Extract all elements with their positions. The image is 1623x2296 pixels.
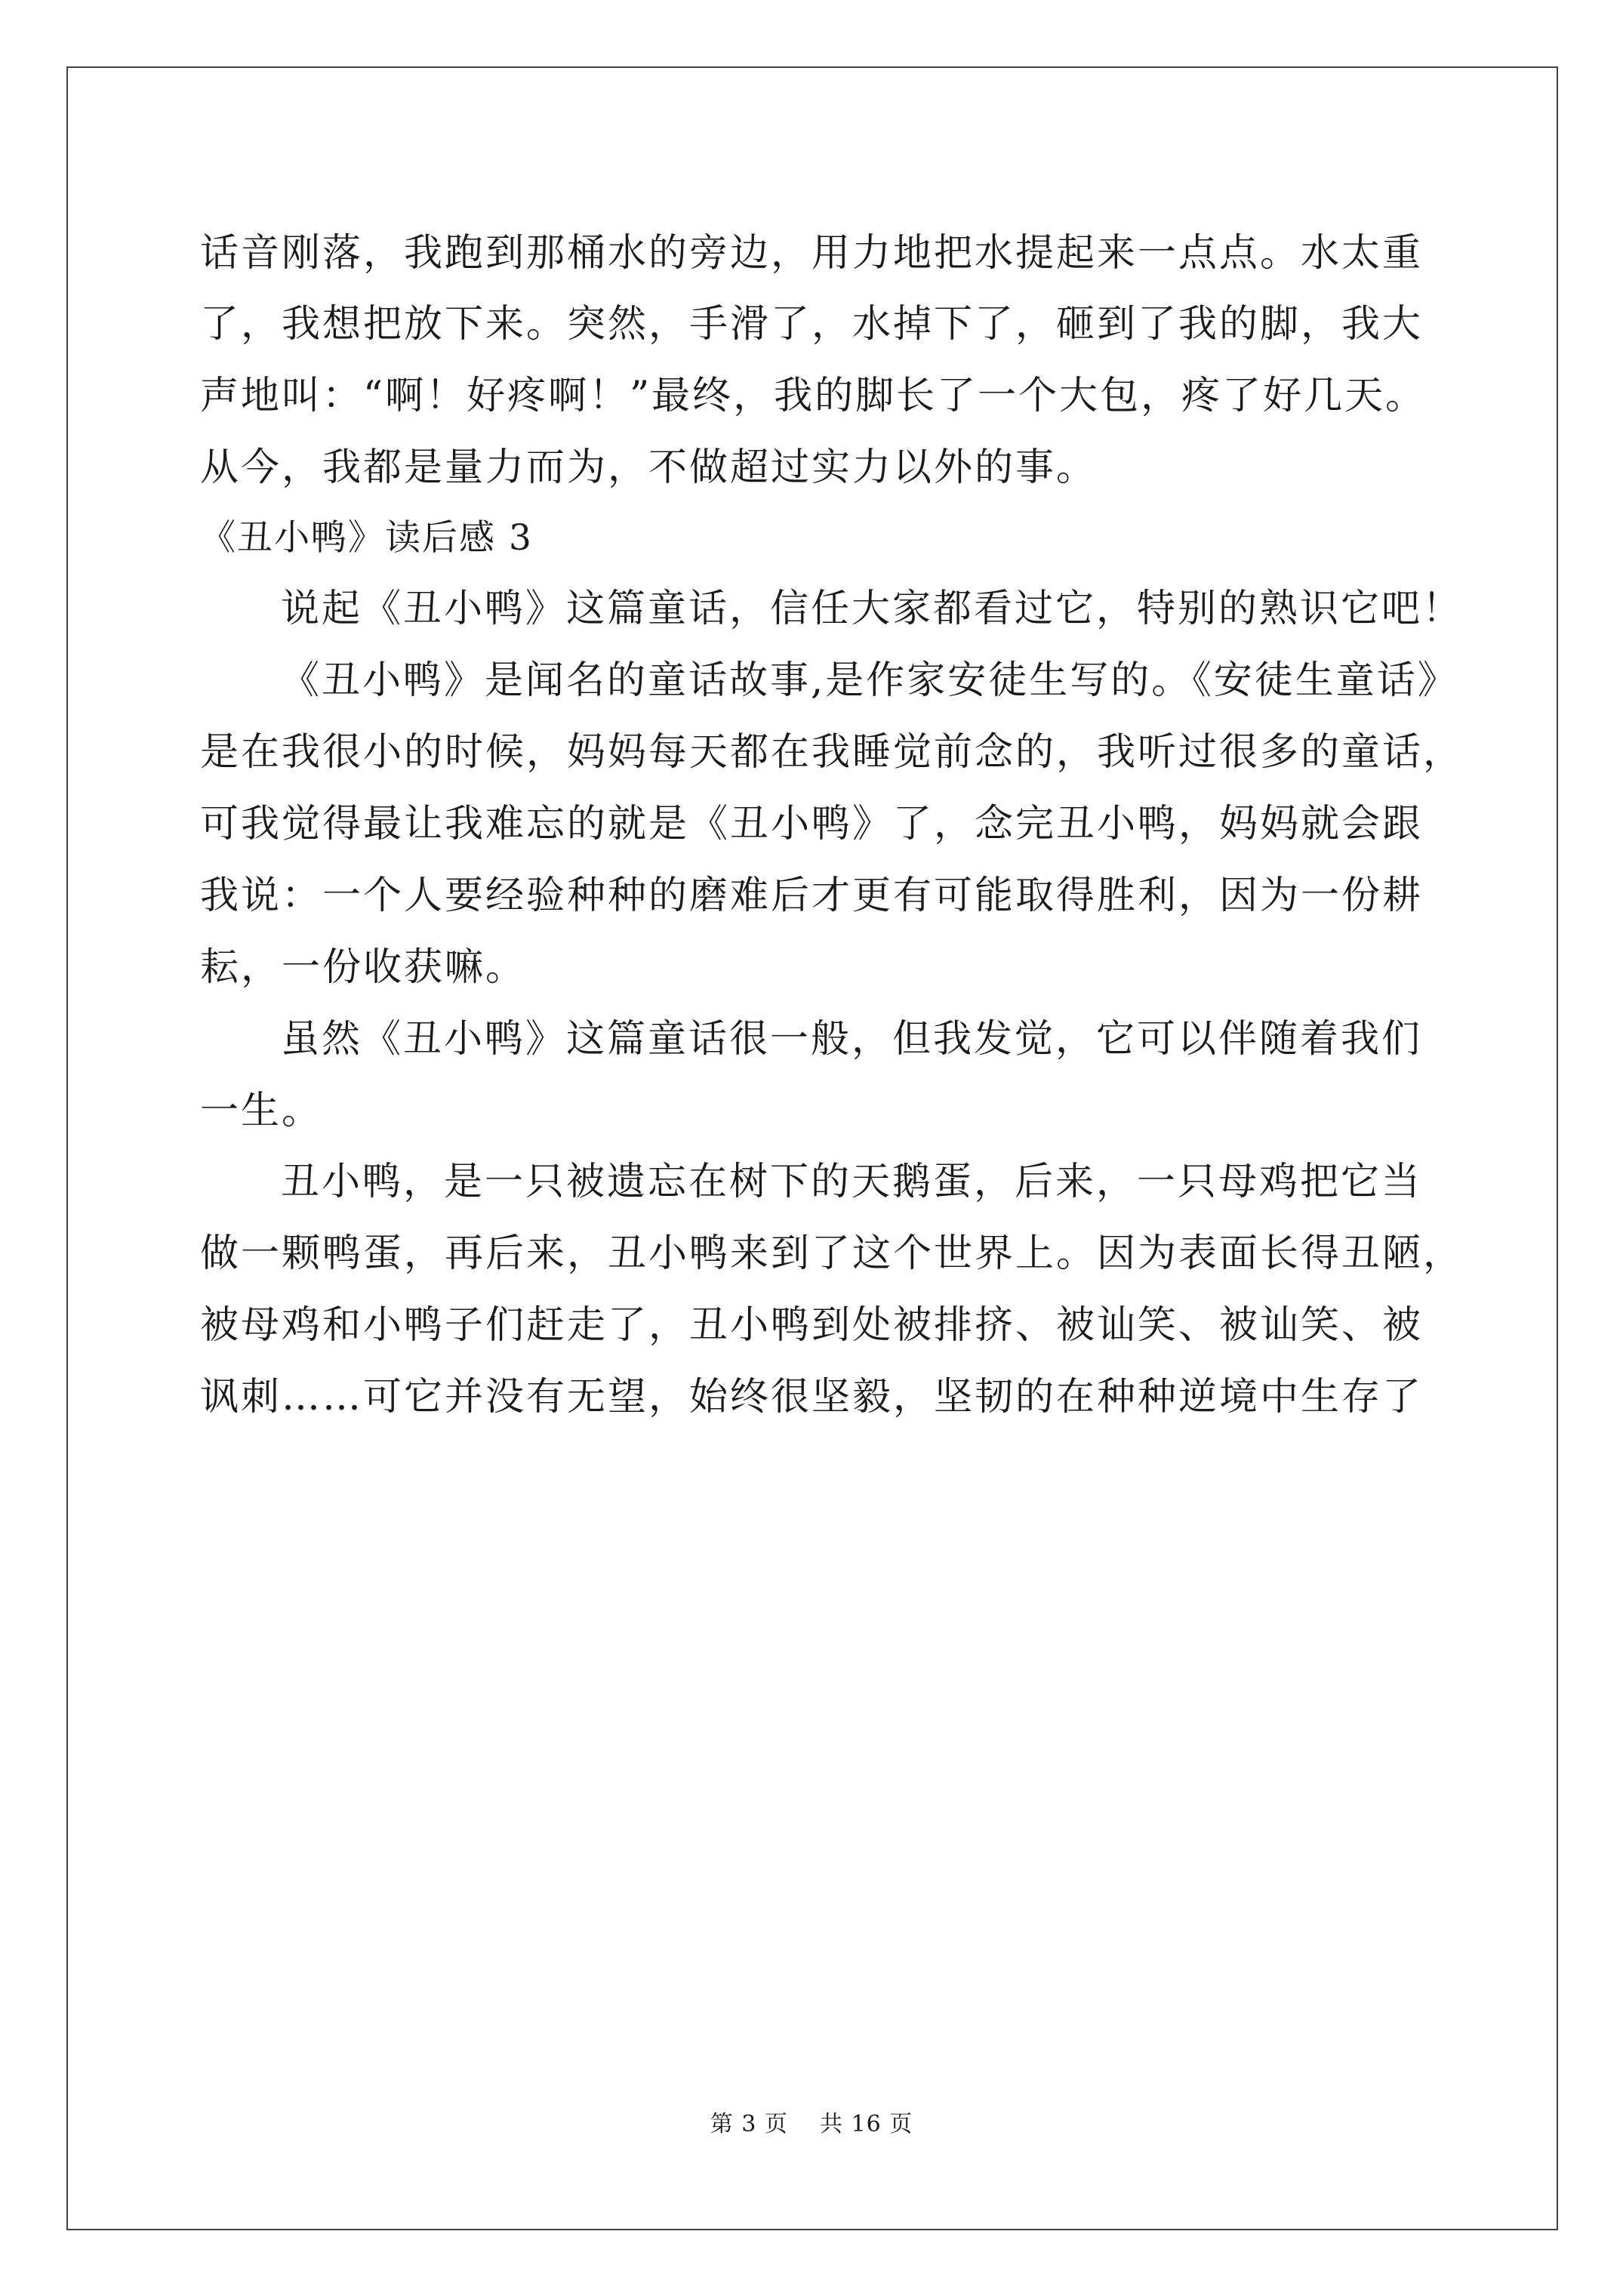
paragraph-line: 说起《丑小鸭》这篇童话，信任大家都看过它，特别的熟识它吧！: [281, 587, 1464, 631]
paragraph-line: 了，我想把放下来。突然，手滑了，水掉下了，砸到了我的脚，我大: [200, 302, 1424, 347]
paragraph-line: 一生。: [200, 1089, 323, 1133]
paragraph-line: 可我觉得最让我难忘的就是《丑小鸭》了，念完丑小鸭，妈妈就会跟: [200, 802, 1424, 846]
paragraph-line: 从今，我都是量力而为，不做超过实力以外的事。: [200, 445, 1098, 490]
section-heading: 《丑小鸭》读后感 3: [200, 517, 533, 559]
page-number-footer: 第 3 页 共 16 页: [710, 2111, 913, 2137]
paragraph-line: 被母鸡和小鸭子们赶走了，丑小鸭到处被排挤、被讪笑、被讪笑、被: [200, 1303, 1424, 1348]
paragraph-line: 讽刺……可它并没有无望，始终很坚毅，坚韧的在种种逆境中生存了: [200, 1375, 1424, 1419]
paragraph-line: 我说：一个人要经验种种的磨难后才更有可能取得胜利，因为一份耕: [200, 874, 1424, 918]
paragraph-line: 丑小鸭，是一只被遗忘在树下的天鹅蛋，后来，一只母鸡把它当: [281, 1160, 1423, 1204]
paragraph-line: 耘，一份收获嘛。: [200, 945, 527, 990]
paragraph-line: 做一颗鸭蛋，再后来，丑小鸭来到了这个世界上。因为表面长得丑陋，: [200, 1231, 1464, 1276]
paragraph-line: 虽然《丑小鸭》这篇童话很一般，但我发觉，它可以伴随着我们: [281, 1017, 1423, 1062]
paragraph-line: 《丑小鸭》是闻名的童话故事,是作家安徒生写的。《安徒生童话》: [281, 658, 1458, 703]
paragraph-line: 声地叫：“啊！好疼啊！”最终，我的脚长了一个大包，疼了好几天。: [200, 374, 1427, 418]
paragraph-line: 是在我很小的时候，妈妈每天都在我睡觉前念的，我听过很多的童话，: [200, 730, 1464, 775]
paragraph-line: 话音刚落，我跑到那桶水的旁边，用力地把水提起来一点点。水太重: [200, 231, 1424, 276]
